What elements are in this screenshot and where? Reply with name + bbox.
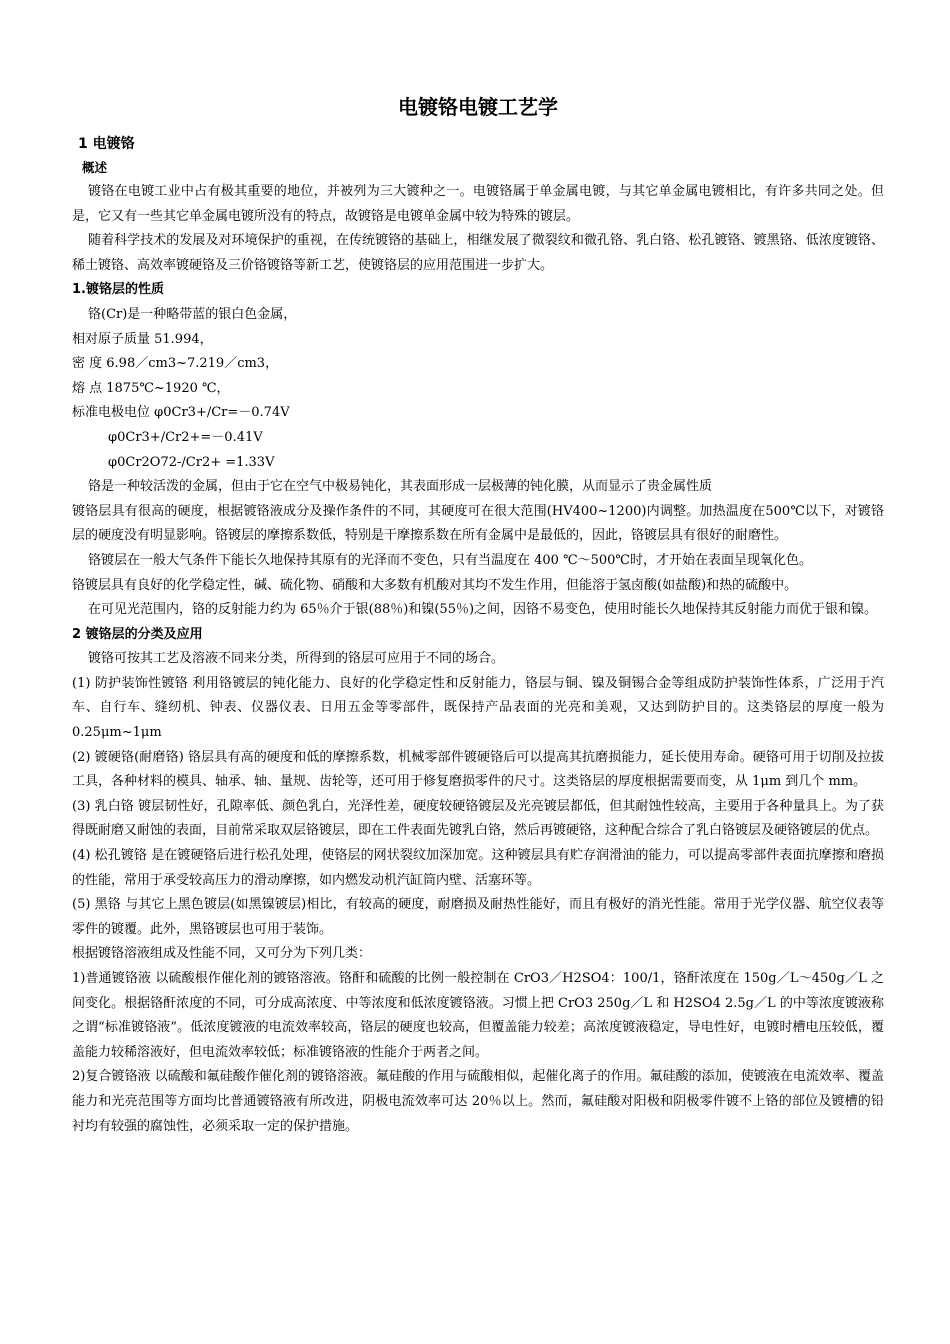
property-electrode-potential-2: φ0Cr3+/Cr2+=－0.41V — [108, 429, 263, 445]
paragraph-chemical-stability: 铬镀层具有良好的化学稳定性，碱、硫化物、硝酸和大多数有机酸对其均不发生作用，但能溶于氢卤酸(如盐酸)和热的硫酸中。 — [72, 577, 798, 593]
paragraph-bath-standard: 1)普通镀铬液 以硫酸根作催化剂的镀铬溶液。铬酐和硫酸的比例一般控制在 CrO3／H2SO4：100/1，铬酐浓度在 150g／L～450g／L 之间变化。根据铬酐浓度的不同，可分成高浓度、中等浓度和低浓度镀铬液。习惯上把 CrO3 250g／L 和 H2SO4 2.5g／L 的中等浓度镀液称之谓“标准镀铬液”。低浓度镀液的电流效率较高，铬层的硬度也较高，但覆盖能力较差；高浓度镀液稳定，导电性好，电镀时槽电压较低，覆盖能力较稀溶液好，但电流效率较低；标准镀铬液的性能介于两者之间。 — [72, 971, 884, 1060]
paragraph-classification-intro: 镀铬可按其工艺及溶液不同来分类，所得到的铬层可应用于不同的场合。 — [88, 651, 505, 667]
property-atomic-mass: 相对原子质量 51.994， — [72, 331, 213, 347]
property-intro: 铬(Cr)是一种略带蓝的银白色金属， — [88, 306, 297, 322]
property-electrode-potential-1: 标准电极电位 φ0Cr3+/Cr=－0.74V — [72, 405, 290, 421]
paragraph-overview-1: 镀铬在电镀工业中占有极其重要的地位，并被列为三大镀种之一。电镀铬属于单金属电镀，与其它单金属电镀相比，有许多共同之处。但是，它又有一些其它单金属电镀所没有的特点，故镀铬是电镀单金属中较为特殊的镀层。 — [72, 184, 884, 224]
section-heading-electroplating-chrome: 1 电镀铬 — [78, 136, 135, 152]
paragraph-type-milky-chrome: (3) 乳白铬 镀层韧性好，孔隙率低、颜色乳白，光泽性差，硬度较硬铬镀层及光亮镀层都低，但其耐蚀性较高，主要用于各种量具上。为了获得既耐磨又耐蚀的表面，目前常采取双层铬镀层，即在工件表面先镀乳白铬，然后再镀硬铬，这种配合综合了乳白铬镀层及硬铬镀层的优点。 — [72, 798, 884, 839]
paragraph-type-decorative: (1) 防护装饰性镀铬 利用铬镀层的钝化能力、良好的化学稳定性和反射能力，铬层与铜、镍及铜锡合金等组成防护装饰性体系，广泛用于汽车、自行车、缝纫机、钟表、仪器仪表、日用五金等零部件，既保持产品表面的光亮和美观，又达到防护目的。这类铬层的厚度一般为 0.25μm~1μm — [72, 675, 884, 741]
property-density: 密 度 6.98／cm3~7.219／cm3， — [72, 356, 279, 372]
property-melting-point: 熔 点 1875℃~1920 ℃， — [72, 380, 230, 396]
paragraph-type-hard-chrome: (2) 镀硬铬(耐磨铬) 铬层具有高的硬度和低的摩擦系数，机械零部件镀硬铬后可以提高其抗磨损能力，延长使用寿命。硬铬可用于切削及拉拔工具，各种材料的模具、轴承、轴、量规、齿轮等，还可用于修复磨损零件的尺寸。这类铬层的厚度根据需要而变，从 1μm 到几个 mm。 — [72, 749, 884, 790]
section-heading-properties: 1.镀铬层的性质 — [72, 282, 164, 298]
section-heading-classification: 2 镀铬层的分类及应用 — [72, 626, 203, 642]
paragraph-overview-2: 随着科学技术的发展及对环境保护的重视，在传统镀铬的基础上，相继发展了微裂纹和微孔铬、乳白铬、松孔镀铬、镀黑铬、低浓度镀铬、稀土镀铬、高效率镀硬铬及三价铬镀铬等新工艺，使镀铬层的应用范围进一步扩大。 — [72, 233, 884, 273]
paragraph-type-porous-chrome: (4) 松孔镀铬 是在镀硬铬后进行松孔处理，使铬层的网状裂纹加深加宽。这种镀层具有贮存润滑油的能力，可以提高零部件表面抗摩擦和磨损的性能，常用于承受较高压力的滑动摩擦，如内燃发动机汽缸筒内壁、活塞环等。 — [72, 848, 884, 888]
paragraph-active-metal: 铬是一种较活泼的金属，但由于它在空气中极易钝化，其表面形成一层极薄的钝化膜，从而显示了贵金属性质 — [88, 479, 713, 495]
property-electrode-potential-3: φ0Cr2O72-/Cr2+ =1.33V — [108, 454, 275, 470]
document-title: 电镀铬电镀工艺学 — [398, 95, 558, 119]
paragraph-type-black-chrome: (5) 黑铬 与其它上黑色镀层(如黑镍镀层)相比，有较高的硬度，耐磨损及耐热性能好，而且有极好的消光性能。常用于光学仪器、航空仪表等零件的镀覆。此外，黑铬镀层也可用于装饰。 — [72, 897, 884, 937]
paragraph-luster: 铬镀层在一般大气条件下能长久地保持其原有的光泽而不变色，只有当温度在 400 ℃～500℃时，才开始在表面呈现氧化色。 — [88, 552, 812, 568]
paragraph-hardness: 镀铬层具有很高的硬度，根据镀铬液成分及操作条件的不同，其硬度可在很大范围(HV400~1200)内调整。加热温度在500℃以下，对镀铬层的硬度没有明显影响。铬镀层的摩擦系数低，特别是干摩擦系数在所有金属中是最低的，因此，铬镀层具有很好的耐磨性。 — [72, 503, 884, 544]
paragraph-bath-composite: 2)复合镀铬液 以硫酸和氟硅酸作催化剂的镀铬溶液。氟硅酸的作用与硫酸相似，起催化离子的作用。氟硅酸的添加，使镀液在电流效率、覆盖能力和光亮范围等方面均比普通镀铬液有所改进，阴极电流效率可达 20％以上。然而，氟硅酸对阳极和阴极零件镀不上铬的部位及镀槽的铅衬均有较强的腐蚀性，必须采取一定的保护措施。 — [72, 1069, 884, 1134]
overview-heading: 概述 — [82, 160, 108, 175]
paragraph-bath-intro: 根据镀铬溶液组成及性能不同，又可分为下列几类： — [72, 946, 372, 962]
paragraph-reflectivity: 在可见光范围内，铬的反射能力约为 65％介于银(88％)和镍(55％)之间，因铬不易变色，使用时能长久地保持其反射能力而优于银和镍。 — [88, 602, 878, 618]
document-page — [72, 92, 884, 1139]
